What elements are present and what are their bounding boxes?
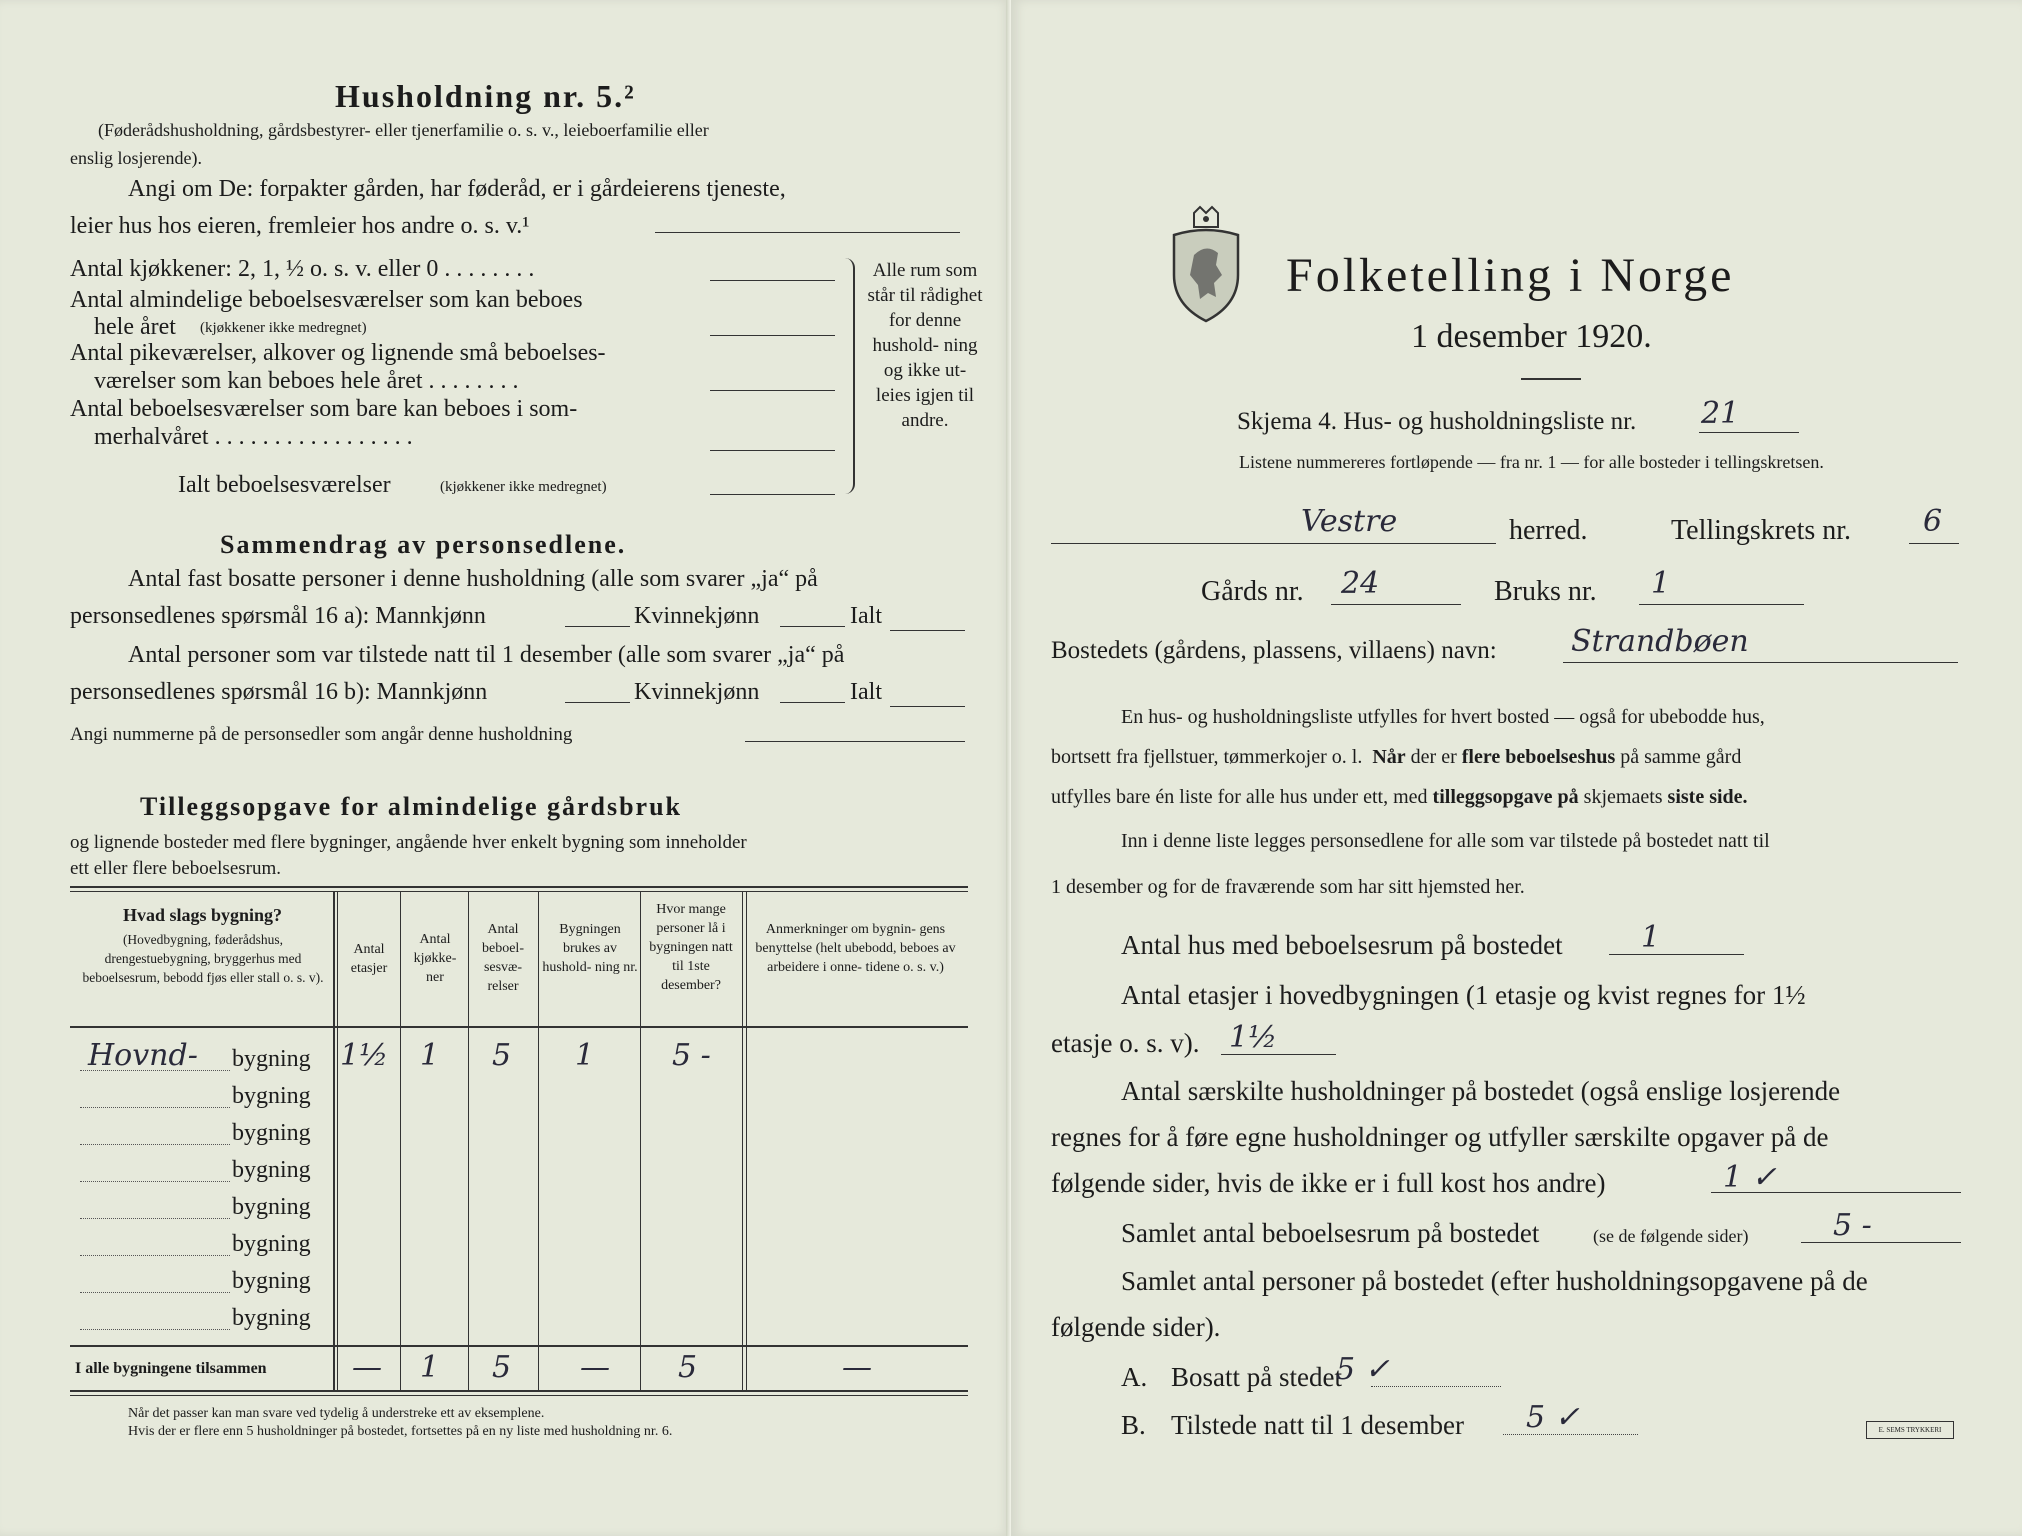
tilst-ialt-label: Ialt bbox=[850, 679, 882, 705]
census-date: 1 desember 1920. bbox=[1411, 318, 1652, 355]
sammendrag-title: Sammendrag av personsedlene. bbox=[220, 530, 627, 559]
ialt-note: (kjøkkener ikke medregnet) bbox=[440, 479, 607, 495]
household-subtitle-1: (Føderådshusholdning, gårdsbestyrer- eller tjenerfamilie o. s. v., leieboerfamilie eller bbox=[98, 120, 709, 140]
bosted-label: Bostedets (gårdens, plassens, villaens) navn: bbox=[1051, 637, 1497, 664]
tillegg-title: Tilleggsopgave for almindelige gårdsbruk bbox=[140, 792, 683, 821]
tellingskrets-number: 6 bbox=[1923, 504, 1943, 539]
census-title: Folketelling i Norge bbox=[1286, 249, 1735, 302]
bosatt-label: Bosatt på stedet bbox=[1171, 1362, 1342, 1392]
samlet-rum-note: (se de følgende sider) bbox=[1593, 1226, 1749, 1246]
samlet-rum-value: 5 - bbox=[1833, 1208, 1872, 1243]
footnote-2: Hvis der er flere enn 5 husholdninger på bostedet, fortsettes på en ny liste med husholdning nr. 6. bbox=[128, 1424, 673, 1439]
herred-value: Vestre bbox=[1301, 504, 1398, 539]
gards-label: Gårds nr. bbox=[1201, 576, 1304, 607]
sommer-line-2: merhalvåret . . . . . . . . . . . . . . . . . bbox=[94, 424, 413, 450]
household-subtitle-2: enslig losjerende). bbox=[70, 148, 202, 168]
total-etasjer: — bbox=[352, 1350, 382, 1385]
ialt-label: Ialt beboelsesværelser bbox=[178, 472, 391, 498]
printer-stamp: E. SEMS TRYKKERI bbox=[1866, 1421, 1954, 1439]
col-type-sub: (Hovedbygning, føderådshus, drengestuebygning, bryggerhus med beboelsesrum, bebodd fjøs eller stall o. s. v). bbox=[82, 932, 324, 985]
samlet-rum-label: Samlet antal beboelsesrum på bostedet bbox=[1121, 1218, 1540, 1248]
bruks-label: Bruks nr. bbox=[1494, 576, 1597, 607]
row1-etasjer: 1½ bbox=[340, 1038, 389, 1073]
bruks-number: 1 bbox=[1651, 566, 1671, 601]
tilstede-value: 5 ✓ bbox=[1526, 1400, 1580, 1435]
col-anmerkninger: Anmerkninger om bygnin- gens benyttelse (helt ubebodd, beboes av arbeidere i onne- tidene o. s. v.) bbox=[755, 922, 956, 975]
saerskilte-line-3: følgende sider, hvis de ikke er i full kost hos andre) bbox=[1051, 1168, 1606, 1198]
col-personer: Hvor mange personer lå i bygningen natt til 1ste desember? bbox=[649, 902, 733, 993]
angi-line-1: Angi om De: forpakter gården, har føderåd, er i gårdeierens tjeneste, bbox=[128, 176, 786, 202]
col-etasjer: Antal etasjer bbox=[350, 942, 388, 976]
samlet-pers-line-1: Samlet antal personer på bostedet (efter husholdningsopgavene på de bbox=[1121, 1266, 1868, 1296]
para1-line1: En hus- og husholdningsliste utfylles for hvert bosted — også for ubebodde hus, bbox=[1121, 706, 1765, 728]
bygning-row-2-label: bygning bbox=[232, 1083, 311, 1109]
coat-of-arms-icon bbox=[1166, 205, 1246, 325]
total-personer: 5 bbox=[678, 1350, 698, 1385]
total-label: I alle bygningene tilsammen bbox=[75, 1360, 267, 1377]
samlet-pers-line-2: følgende sider). bbox=[1051, 1312, 1221, 1342]
bygning-row-5-label: bygning bbox=[232, 1194, 311, 1220]
bygning-row-6-label: bygning bbox=[232, 1231, 311, 1257]
brace-note: Alle rum som står til rådighet for denne hushold- ning og ikke ut- leies igjen til andre. bbox=[867, 260, 983, 431]
footnote-1: Når det passer kan man svare ved tydelig å understreke ett av eksemplene. bbox=[128, 1406, 545, 1421]
total-anmerkninger: — bbox=[842, 1350, 872, 1385]
para1-line2: bortsett fra fjellstuer, tømmerkojer o. l. Når der er flere beboelseshus på samme gård bbox=[1051, 746, 1742, 768]
row1-kjokkener: 1 bbox=[420, 1038, 440, 1073]
fast-line-2: personsedlenes spørsmål 16 a): Mannkjønn bbox=[70, 603, 486, 629]
row1-personer: 5 - bbox=[672, 1038, 711, 1073]
para2-line2: 1 desember og for de fraværende som har sitt hjemsted her. bbox=[1051, 876, 1525, 898]
col-type-title: Hvad slags bygning? bbox=[122, 905, 283, 925]
hus-label: Antal hus med beboelsesrum på bostedet bbox=[1121, 930, 1563, 960]
pike-line-2: værelser som kan beboes hele året . . . . . . . . bbox=[94, 368, 519, 394]
etasjer-value: 1½ bbox=[1229, 1020, 1278, 1055]
alm-line-2: hele året bbox=[94, 314, 176, 340]
fast-kvinne-label: Kvinnekjønn bbox=[634, 603, 760, 629]
row1-husholdning: 1 bbox=[575, 1038, 595, 1073]
tilst-line-1: Antal personer som var tilstede natt til 1 desember (alle som svarer „ja“ på bbox=[128, 642, 845, 668]
skjema-number: 21 bbox=[1701, 396, 1740, 431]
bygning-row-1-label: bygning bbox=[232, 1046, 311, 1072]
etasjer-line-1: Antal etasjer i hovedbygningen (1 etasje og kvist regnes for 1½ bbox=[1121, 980, 1806, 1010]
row1-type: Hovnd- bbox=[88, 1038, 198, 1073]
col-husholdning: Bygningen brukes av hushold- ning nr. bbox=[542, 922, 638, 975]
tilst-line-2: personsedlenes spørsmål 16 b): Mannkjønn bbox=[70, 679, 488, 705]
tilstede-letter: B. bbox=[1121, 1410, 1146, 1440]
bygning-row-8-label: bygning bbox=[232, 1305, 311, 1331]
alm-note: (kjøkkener ikke medregnet) bbox=[200, 320, 367, 336]
bosted-value: Strandbøen bbox=[1571, 624, 1749, 659]
pike-line-1: Antal pikeværelser, alkover og lignende små beboelses- bbox=[70, 340, 606, 366]
bygning-row-3-label: bygning bbox=[232, 1120, 311, 1146]
saerskilte-value: 1 ✓ bbox=[1723, 1160, 1777, 1195]
bosatt-value: 5 ✓ bbox=[1336, 1352, 1390, 1387]
tilst-kvinne-label: Kvinnekjønn bbox=[634, 679, 760, 705]
household-title: Husholdning nr. 5.² bbox=[335, 78, 636, 114]
tillegg-sub-1: og lignende bosteder med flere bygninger, angående hver enkelt bygning som inneholder bbox=[70, 832, 747, 853]
tellingskrets-label: Tellingskrets nr. bbox=[1671, 515, 1852, 546]
para1-line3: utfylles bare én liste for alle hus under ett, med tilleggsopgave på skjemaets siste side. bbox=[1051, 786, 1748, 808]
para2-line1: Inn i denne liste legges personsedlene for alle som var tilstede på bostedet natt til bbox=[1121, 830, 1770, 852]
alm-line-1: Antal almindelige beboelsesværelser som kan beboes bbox=[70, 287, 583, 313]
angi-line-2: leier hus hos eieren, fremleier hos andre o. s. v.¹ bbox=[70, 213, 530, 239]
fast-line-1: Antal fast bosatte personer i denne husholdning (alle som svarer „ja“ på bbox=[128, 566, 818, 592]
skjema-label: Skjema 4. Hus- og husholdningsliste nr. bbox=[1237, 408, 1637, 435]
saerskilte-line-2: regnes for å føre egne husholdninger og utfyller særskilte opgaver på de bbox=[1051, 1122, 1829, 1152]
listene-note: Listene nummereres fortløpende — fra nr. 1 — for alle bosteder i tellingskretsen. bbox=[1239, 452, 1824, 472]
right-page bbox=[1011, 0, 2022, 1536]
brace bbox=[845, 258, 855, 494]
total-vaerelser: 5 bbox=[492, 1350, 512, 1385]
angi-nummerne: Angi nummerne på de personsedler som angår denne husholdning bbox=[70, 724, 573, 745]
herred-label: herred. bbox=[1509, 515, 1588, 546]
bygning-row-7-label: bygning bbox=[232, 1268, 311, 1294]
bosatt-letter: A. bbox=[1121, 1362, 1148, 1392]
col-vaerelser: Antal beboel- sesvæ- relser bbox=[482, 922, 524, 994]
total-kjokkener: 1 bbox=[420, 1350, 440, 1385]
saerskilte-line-1: Antal særskilte husholdninger på bostedet (også enslige losjerende bbox=[1121, 1076, 1841, 1106]
row1-vaerelser: 5 bbox=[492, 1038, 512, 1073]
etasjer-line-2: etasje o. s. v). bbox=[1051, 1028, 1200, 1058]
gards-number: 24 bbox=[1341, 566, 1380, 601]
tillegg-sub-2: ett eller flere beboelsesrum. bbox=[70, 858, 282, 879]
sommer-line-1: Antal beboelsesværelser som bare kan beboes i som- bbox=[70, 396, 578, 422]
kjokkener-label: Antal kjøkkener: 2, 1, ½ o. s. v. eller 0 . . . . . . . . bbox=[70, 256, 535, 282]
bygning-row-4-label: bygning bbox=[232, 1157, 311, 1183]
hus-value: 1 bbox=[1641, 920, 1661, 955]
fast-ialt-label: Ialt bbox=[850, 603, 882, 629]
total-husholdning: — bbox=[580, 1350, 610, 1385]
col-kjokkener: Antal kjøkke- ner bbox=[413, 932, 457, 985]
tilstede-label: Tilstede natt til 1 desember bbox=[1171, 1410, 1464, 1440]
